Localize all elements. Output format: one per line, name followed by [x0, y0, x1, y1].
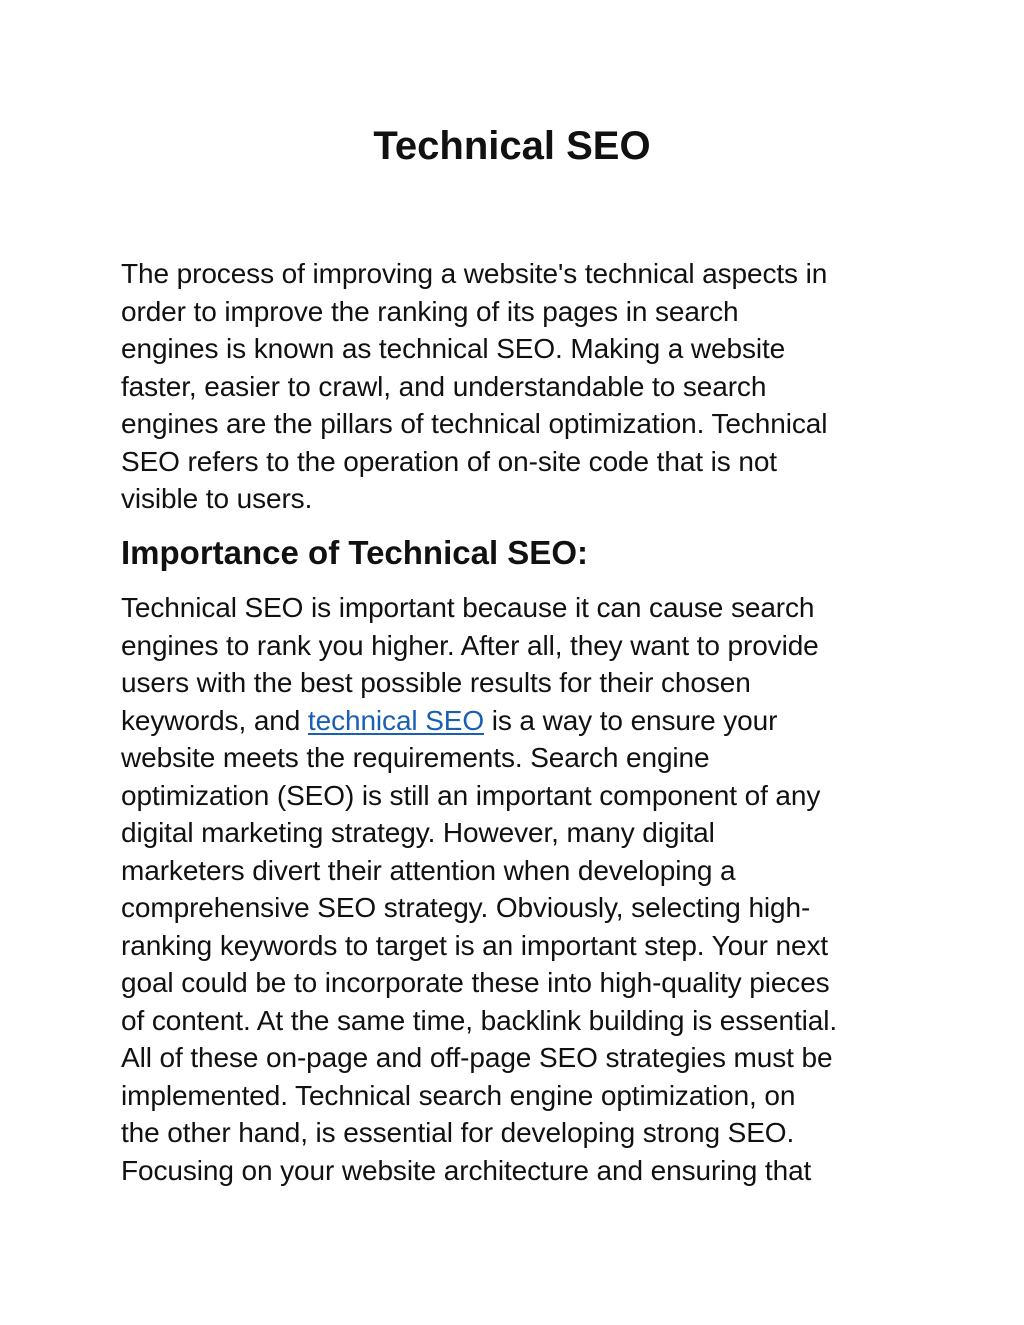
page-title: Technical SEO: [373, 124, 651, 168]
intro-paragraph: [121, 255, 921, 518]
intro-line: SEO refers to the operation of on-site code that is not: [121, 445, 777, 477]
intro-line: visible to users.: [121, 483, 313, 514]
intro-line: The process of improving a website's technical aspects in: [121, 258, 828, 289]
body-line: All of these on-page and off-page SEO strategies must be: [121, 1042, 833, 1073]
body-line: optimization (SEO) is still an important component of any: [121, 779, 821, 811]
body-line: website meets the requirements. Search engine: [121, 742, 710, 773]
body-line: the other hand, is essential for developing strong SEO.: [121, 1117, 795, 1148]
intro-line: engines are the pillars of technical optimization. Technical: [121, 408, 828, 439]
body-line: users with the best possible results for their chosen: [121, 667, 751, 698]
body-line: of content. At the same time, backlink building is essential.: [121, 1004, 838, 1036]
intro-line: order to improve the ranking of its pages in search: [121, 295, 739, 327]
body-line: marketers divert their attention when developing a: [121, 854, 736, 886]
section-heading: Importance of Technical SEO:: [121, 534, 588, 571]
body-line: digital marketing strategy. However, many digital: [121, 817, 715, 848]
link-line-prefix: keywords, and: [121, 704, 308, 736]
body-line-with-link: [121, 702, 921, 740]
body-paragraph: [121, 589, 921, 1189]
body-line: Focusing on your website architecture and ensuring that: [121, 1154, 812, 1186]
body-line: goal could be to incorporate these into high-quality pieces: [121, 967, 830, 998]
intro-line: engines is known as technical SEO. Making a website: [121, 333, 786, 364]
link-line-suffix: is a way to ensure your: [484, 704, 778, 736]
body-line: ranking keywords to target is an important step. Your next: [121, 929, 829, 961]
intro-line: faster, easier to crawl, and understandable to search: [121, 370, 767, 402]
technical-seo-link[interactable]: technical SEO: [307, 704, 485, 736]
body-line: implemented. Technical search engine optimization, on: [121, 1079, 796, 1111]
body-line: comprehensive SEO strategy. Obviously, selecting high-: [121, 892, 811, 923]
body-line: Technical SEO is important because it can cause search: [121, 592, 815, 623]
body-line: engines to rank you higher. After all, they want to provide: [121, 629, 819, 661]
